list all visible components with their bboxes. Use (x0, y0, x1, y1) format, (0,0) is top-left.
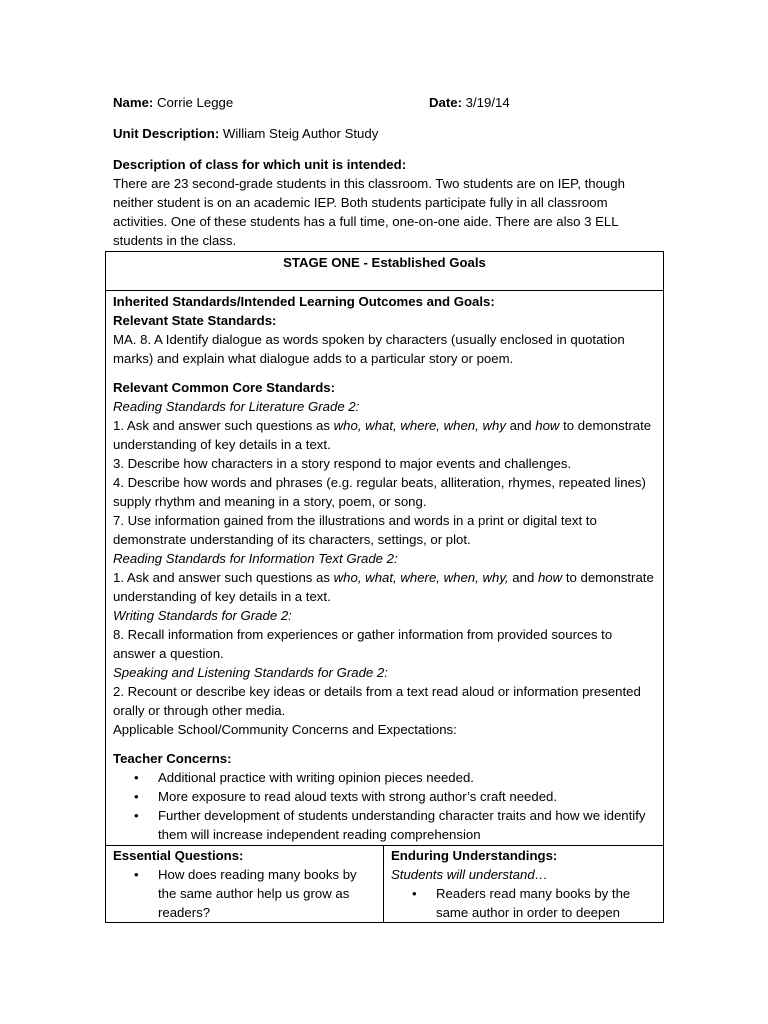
lit-standard-4: 4. Describe how words and phrases (e.g. regular beats, alliteration, rhymes, repeated lines) supply rhythm and meaning in a story, poem, or song. (113, 475, 646, 509)
lit-standard-1: 1. Ask and answer such questions as who, what, where, when, why and how to demonstrate understanding of key details in a text. (113, 418, 652, 452)
lit-standard-3: 3. Describe how characters in a story respond to major events and challenges. (113, 456, 572, 471)
lit-heading: Reading Standards for Literature Grade 2: (113, 399, 360, 414)
writing-heading: Writing Standards for Grade 2: (113, 608, 292, 623)
eq-list (113, 865, 376, 922)
state-standard: MA. 8. A Identify dialogue as words spoken by characters (usually enclosed in quotation marks) and explain what dialogue adds to a particular story or poem. (113, 332, 625, 366)
writing-standard-8: 8. Recall information from experiences or gather information from provided sources to answer a question. (113, 627, 613, 661)
lit-standard-7: 7. Use information gained from the illustrations and words in a print or digital text to demonstrate understanding of its characters, settings, or plot. (113, 513, 597, 547)
eu-heading: Enduring Understandings: (391, 848, 558, 863)
info-standard-1: 1. Ask and answer such questions as who, what, where, when, why, and how to demonstrate understanding of key details in a text. (113, 570, 654, 604)
eu-subheading: Students will understand… (391, 867, 548, 882)
teacher-concerns-list (113, 768, 656, 844)
state-heading: Relevant State Standards: (113, 313, 277, 328)
speaking-standard-2: 2. Recount or describe key ideas or details from a text read aloud or information presented orally or through other media. (113, 684, 641, 718)
stage-one-table (105, 251, 664, 923)
speaking-heading: Speaking and Listening Standards for Grade 2: (113, 665, 388, 680)
applicable-heading: Applicable School/Community Concerns and Expectations: (113, 722, 457, 737)
name-date-row (113, 93, 665, 112)
name-field: Name: Corrie Legge (113, 95, 234, 110)
eu-list (391, 884, 656, 922)
class-description-text: There are 23 second-grade students in this classroom. Two students are on IEP, though neither student is on an academic IEP. Both students participate fully in all classroom activities. One of these students has a full time, one-on-one aide. There are also 3 ELL students in the class. (113, 176, 625, 248)
standards-cell (106, 291, 664, 846)
core-heading: Relevant Common Core Standards: (113, 380, 336, 395)
list-item: • How does reading many books by the same author help us grow as readers? (158, 865, 376, 922)
list-item: • Readers read many books by the same author in order to deepen (436, 884, 656, 922)
plan-header (113, 93, 665, 250)
date-field: Date: 3/19/14 (429, 95, 510, 110)
stage-title: STAGE ONE - Established Goals (106, 252, 664, 291)
list-item: • More exposure to read aloud texts with strong author’s craft needed. (158, 787, 656, 806)
eq-heading: Essential Questions: (113, 848, 244, 863)
list-item: • Additional practice with writing opinion pieces needed. (158, 768, 656, 787)
unit-description: Unit Description: William Steig Author Study (113, 126, 379, 141)
info-heading: Reading Standards for Information Text Grade 2: (113, 551, 398, 566)
essential-questions-cell (106, 846, 384, 923)
list-item: • Further development of students understanding character traits and how we identify them will increase independent reading comprehension (158, 806, 656, 844)
class-description-heading: Description of class for which unit is intended: (113, 157, 407, 172)
enduring-understandings-cell (384, 846, 664, 923)
teacher-concerns-heading: Teacher Concerns: (113, 751, 232, 766)
inherited-heading: Inherited Standards/Intended Learning Outcomes and Goals: (113, 294, 495, 309)
